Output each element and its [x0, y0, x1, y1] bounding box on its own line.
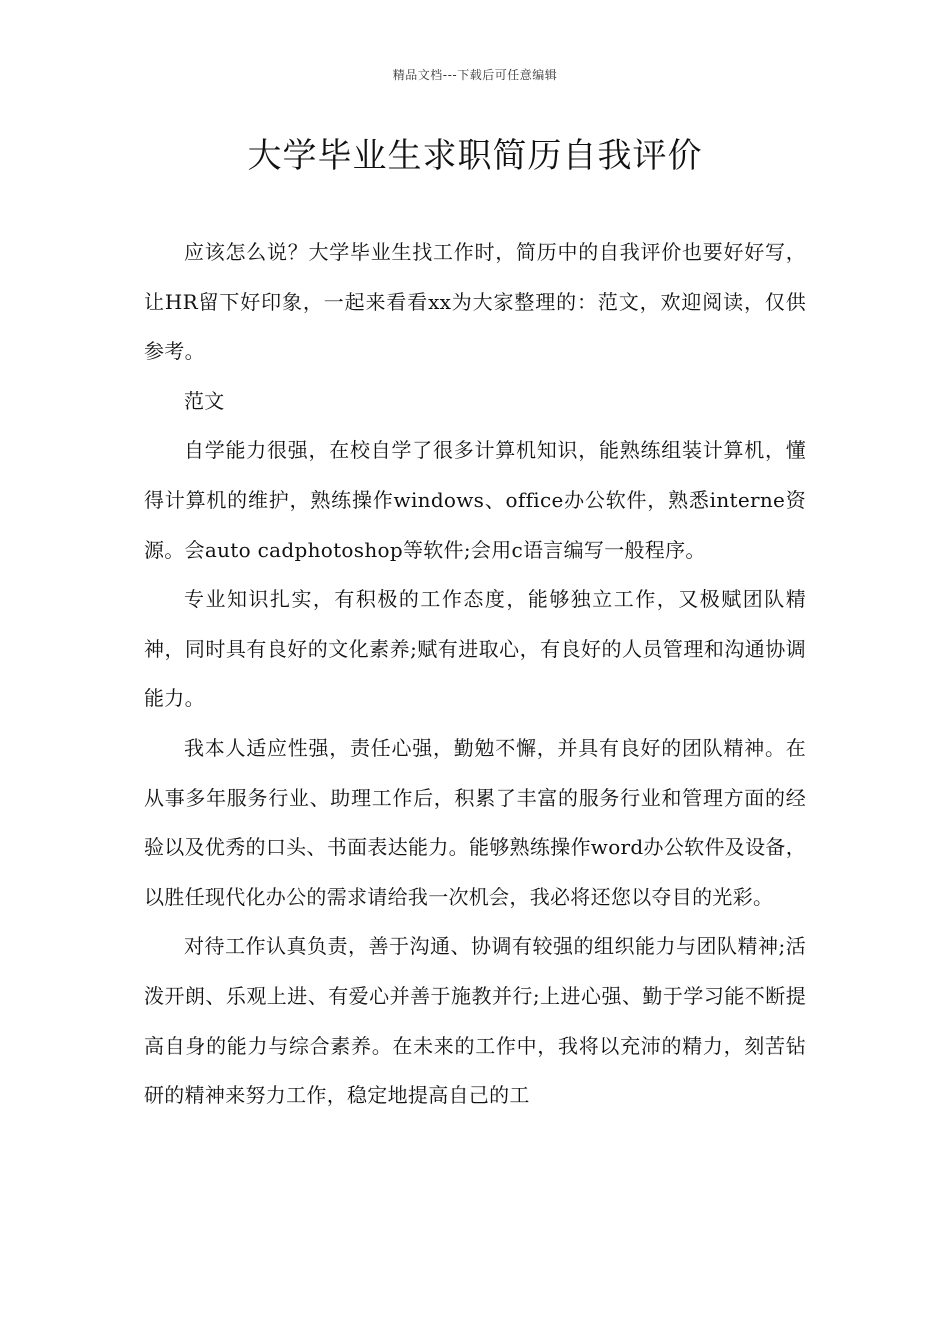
header-note: 精品文档---下载后可任意编辑: [392, 68, 558, 82]
paragraph-intro: 应该怎么说？大学毕业生找工作时，简历中的自我评价也要好好写，让HR留下好印象，一起来看看xx为大家整理的：范文，欢迎阅读，仅供参考。: [144, 240, 806, 364]
paragraph: 专业知识扎实，有积极的工作态度，能够独立工作，又极赋团队精神，同时具有良好的文化素养;赋有进取心，有良好的人员管理和沟通协调能力。: [144, 587, 806, 711]
paragraph: 我本人适应性强，责任心强，勤勉不懈，并具有良好的团队精神。在从事多年服务行业、助理工作后，积累了丰富的服务行业和管理方面的经验以及优秀的口头、书面表达能力。能够熟练操作word办公软件及设备，以胜任现代化办公的需求请给我一次机会，我必将还您以夺目的光彩。: [144, 735, 806, 909]
document-body: [144, 228, 806, 1121]
paragraph: 自学能力很强，在校自学了很多计算机知识，能熟练组装计算机，懂得计算机的维护，熟练操作windows、office办公软件，熟悉interne资源。会auto cadphotoshop等软件;会用c语言编写一般程序。: [144, 438, 806, 562]
document-title: 大学毕业生求职简历自我评价: [247, 136, 703, 176]
paragraph-heading-sample: 范文: [184, 388, 225, 413]
paragraph: 对待工作认真负责，善于沟通、协调有较强的组织能力与团队精神;活泼开朗、乐观上进、有爱心并善于施教并行;上进心强、勤于学习能不断提高自身的能力与综合素养。在未来的工作中，我将以充沛的精力，刻苦钻研的精神来努力工作，稳定地提高自己的工: [144, 934, 806, 1108]
